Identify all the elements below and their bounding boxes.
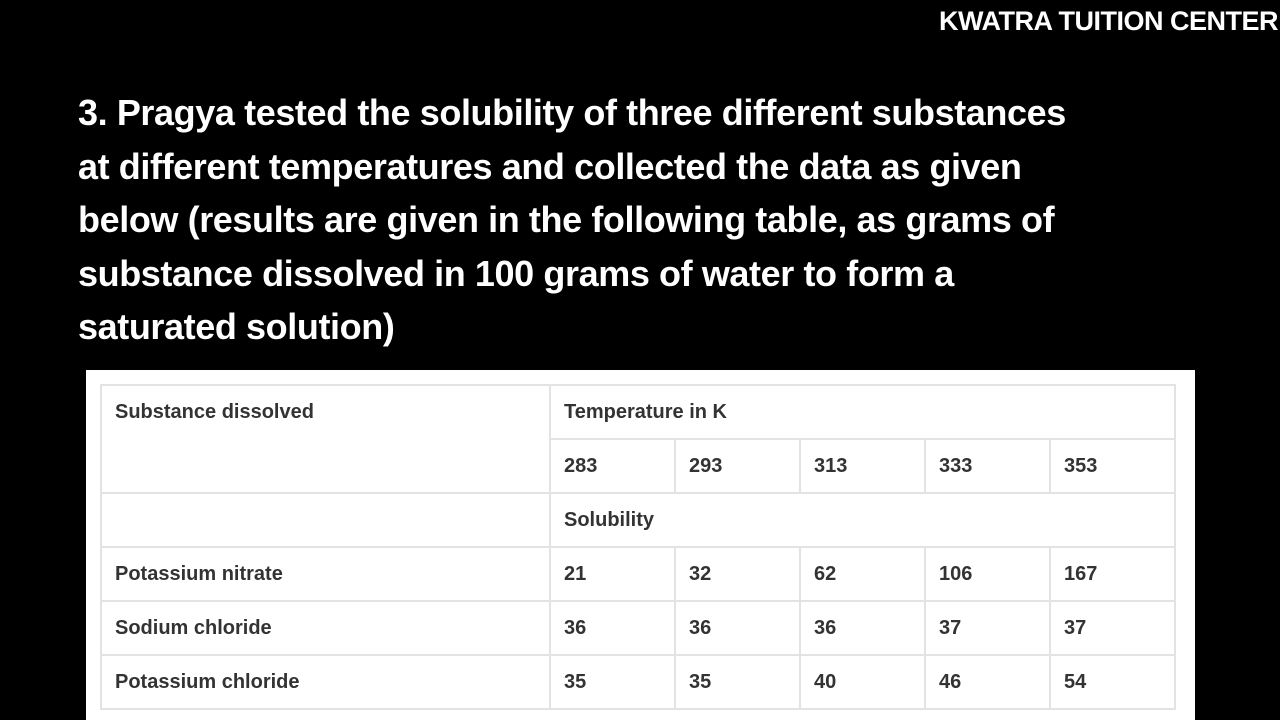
temperature-cell: 293 — [675, 439, 800, 493]
solubility-label-row — [101, 493, 1175, 547]
empty-cell — [101, 493, 550, 547]
temperature-cell: 313 — [800, 439, 925, 493]
brand-label: KWATRA TUITION CENTER — [939, 6, 1278, 36]
value-cell: 35 — [550, 655, 675, 709]
value-cell: 21 — [550, 547, 675, 601]
question-line-3: below (results are given in the following table, as grams of — [78, 199, 1055, 240]
temperature-cell: 353 — [1050, 439, 1175, 493]
header-substance-cell: Substance dissolved — [101, 385, 550, 493]
value-cell: 36 — [800, 601, 925, 655]
question-text — [78, 86, 1198, 354]
value-cell: 54 — [1050, 655, 1175, 709]
header-temperature-cell: Temperature in K — [550, 385, 1175, 439]
substance-name-cell: Potassium chloride — [101, 655, 550, 709]
value-cell: 37 — [925, 601, 1050, 655]
value-cell: 106 — [925, 547, 1050, 601]
question-line-5: saturated solution) — [78, 306, 395, 347]
question-line-1: 3. Pragya tested the solubility of three different substances — [78, 92, 1066, 133]
solubility-table — [100, 384, 1176, 710]
value-cell: 32 — [675, 547, 800, 601]
value-cell: 40 — [800, 655, 925, 709]
value-cell: 37 — [1050, 601, 1175, 655]
question-line-2: at different temperatures and collected the data as given — [78, 145, 1022, 187]
table-header-row — [101, 385, 1175, 439]
substance-name-cell: Sodium chloride — [101, 601, 550, 655]
value-cell: 35 — [675, 655, 800, 709]
table-row — [101, 547, 1175, 601]
table-row — [101, 601, 1175, 655]
solubility-label-cell: Solubility — [550, 493, 1175, 547]
table-card — [86, 370, 1195, 720]
table-row — [101, 655, 1175, 709]
value-cell: 36 — [550, 601, 675, 655]
value-cell: 62 — [800, 547, 925, 601]
value-cell: 167 — [1050, 547, 1175, 601]
temperature-cell: 333 — [925, 439, 1050, 493]
substance-name-cell: Potassium nitrate — [101, 547, 550, 601]
value-cell: 36 — [675, 601, 800, 655]
question-line-4: substance dissolved in 100 grams of water to form a — [78, 252, 954, 294]
temperature-cell: 283 — [550, 439, 675, 493]
value-cell: 46 — [925, 655, 1050, 709]
